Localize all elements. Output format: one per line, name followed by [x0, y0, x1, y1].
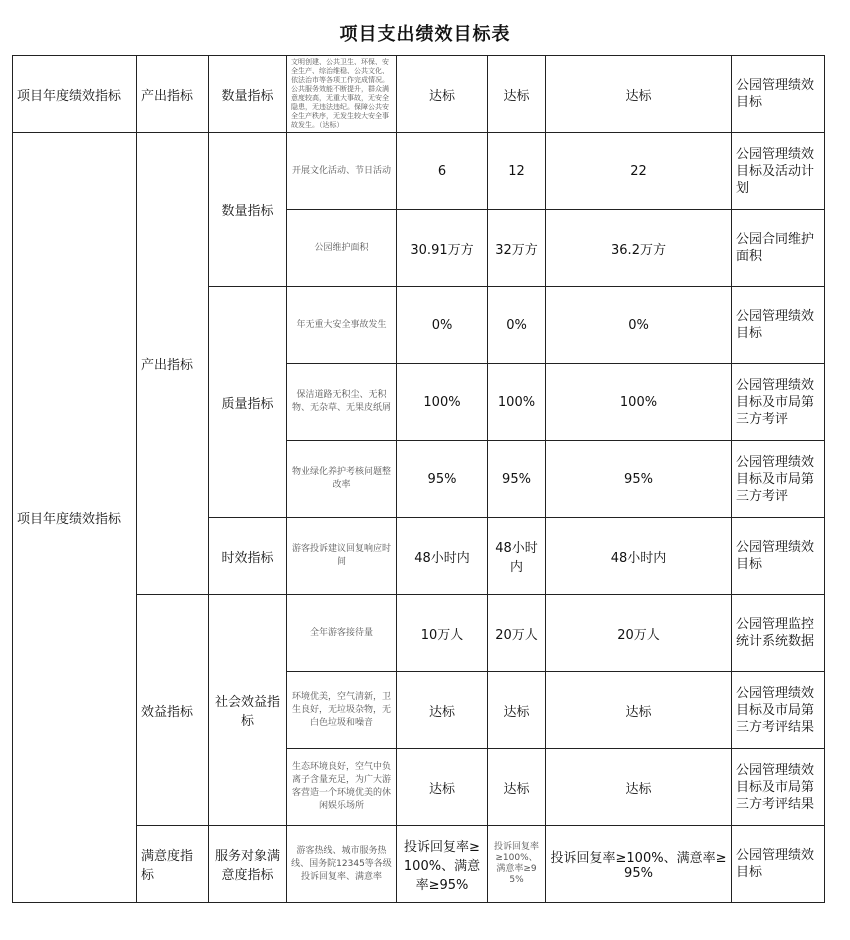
value-2: 20万人 — [488, 595, 546, 672]
value-3: 100% — [546, 364, 732, 441]
indicator-desc: 游客投诉建议回复响应时间 — [287, 518, 397, 595]
header-row-remark: 公园管理绩效目标 — [732, 56, 825, 133]
value-2: 0% — [488, 287, 546, 364]
remark: 公园管理绩效目标 — [732, 518, 825, 595]
indicator-desc: 物业绿化养护考核问题整改率 — [287, 441, 397, 518]
header-row-level3: 数量指标 — [209, 56, 287, 133]
value-3: 0% — [546, 287, 732, 364]
value-1: 10万人 — [397, 595, 488, 672]
table-row — [13, 56, 825, 133]
value-3: 达标 — [546, 749, 732, 826]
value-2: 48小时内 — [488, 518, 546, 595]
indicator-desc: 环境优美，空气清新，卫生良好，无垃圾杂物，无白色垃圾和噪音 — [287, 672, 397, 749]
remark: 公园管理监控统计系统数据 — [732, 595, 825, 672]
indicator-desc: 游客热线、城市服务热线、国务院12345等各级投诉回复率、满意率 — [287, 826, 397, 903]
service-satisfaction-label: 服务对象满意度指标 — [209, 826, 287, 903]
remark: 公园管理绩效目标及市局第三方考评 — [732, 364, 825, 441]
benefit-indicator-label: 效益指标 — [137, 595, 209, 826]
indicator-desc: 公园维护面积 — [287, 210, 397, 287]
header-row-level1: 项目年度绩效指标 — [13, 56, 137, 133]
value-3: 48小时内 — [546, 518, 732, 595]
performance-table — [12, 55, 825, 903]
remark: 公园管理绩效目标 — [732, 826, 825, 903]
table-row — [13, 133, 825, 210]
remark: 公园管理绩效目标 — [732, 287, 825, 364]
quality-indicator-label: 质量指标 — [209, 287, 287, 518]
value-1: 95% — [397, 441, 488, 518]
value-1: 48小时内 — [397, 518, 488, 595]
header-row-value-3: 达标 — [546, 56, 732, 133]
satisfaction-indicator-label: 满意度指标 — [137, 826, 209, 903]
remark: 公园管理绩效目标及市局第三方考评结果 — [732, 749, 825, 826]
value-3: 36.2万方 — [546, 210, 732, 287]
value-2: 达标 — [488, 672, 546, 749]
timeliness-indicator-label: 时效指标 — [209, 518, 287, 595]
value-1: 达标 — [397, 749, 488, 826]
quantity-indicator-label: 数量指标 — [209, 133, 287, 287]
header-row-desc: 文明创建、公共卫生、环保、安全生产、综治维稳、公共文化、依法治市等各项工作完成情况。公共服务效能不断提升，群众满意度较高，无重大事故，无安全隐患，无违法违纪。保障公共安全生产秩序，无发生较大安全事故发生。（达标） — [287, 56, 397, 133]
value-1: 投诉回复率≥100%、满意率≥95% — [397, 826, 488, 903]
header-row-level2: 产出指标 — [137, 56, 209, 133]
remark: 公园管理绩效目标及市局第三方考评结果 — [732, 672, 825, 749]
value-3: 95% — [546, 441, 732, 518]
page-title: 项目支出绩效目标表 — [339, 24, 511, 45]
value-1: 6 — [397, 133, 488, 210]
value-2: 32万方 — [488, 210, 546, 287]
value-1: 0% — [397, 287, 488, 364]
remark: 公园管理绩效目标及市局第三方考评 — [732, 441, 825, 518]
header-row-value-1: 达标 — [397, 56, 488, 133]
value-1: 30.91万方 — [397, 210, 488, 287]
indicator-desc: 年无重大安全事故发生 — [287, 287, 397, 364]
value-2: 投诉回复率≥100%、满意率≥95% — [488, 826, 546, 903]
indicator-desc: 保洁道路无积尘、无积物、无杂草、无果皮纸屑 — [287, 364, 397, 441]
indicator-desc: 生态环境良好，空气中负离子含量充足，为广大游客营造一个环境优美的休闲娱乐场所 — [287, 749, 397, 826]
indicator-desc: 全年游客接待量 — [287, 595, 397, 672]
value-1: 达标 — [397, 672, 488, 749]
value-3: 投诉回复率≥100%、满意率≥95% — [546, 826, 732, 903]
value-2: 12 — [488, 133, 546, 210]
value-3: 20万人 — [546, 595, 732, 672]
remark: 公园管理绩效目标及活动计划 — [732, 133, 825, 210]
output-indicator-label: 产出指标 — [137, 133, 209, 595]
remark: 公园合同维护面积 — [732, 210, 825, 287]
value-3: 达标 — [546, 672, 732, 749]
social-benefit-indicator-label: 社会效益指标 — [209, 595, 287, 826]
header-row-value-2: 达标 — [488, 56, 546, 133]
indicator-desc: 开展文化活动、节日活动 — [287, 133, 397, 210]
value-2: 100% — [488, 364, 546, 441]
value-1: 100% — [397, 364, 488, 441]
value-2: 95% — [488, 441, 546, 518]
group-label: 项目年度绩效指标 — [13, 133, 137, 903]
value-2: 达标 — [488, 749, 546, 826]
value-3: 22 — [546, 133, 732, 210]
